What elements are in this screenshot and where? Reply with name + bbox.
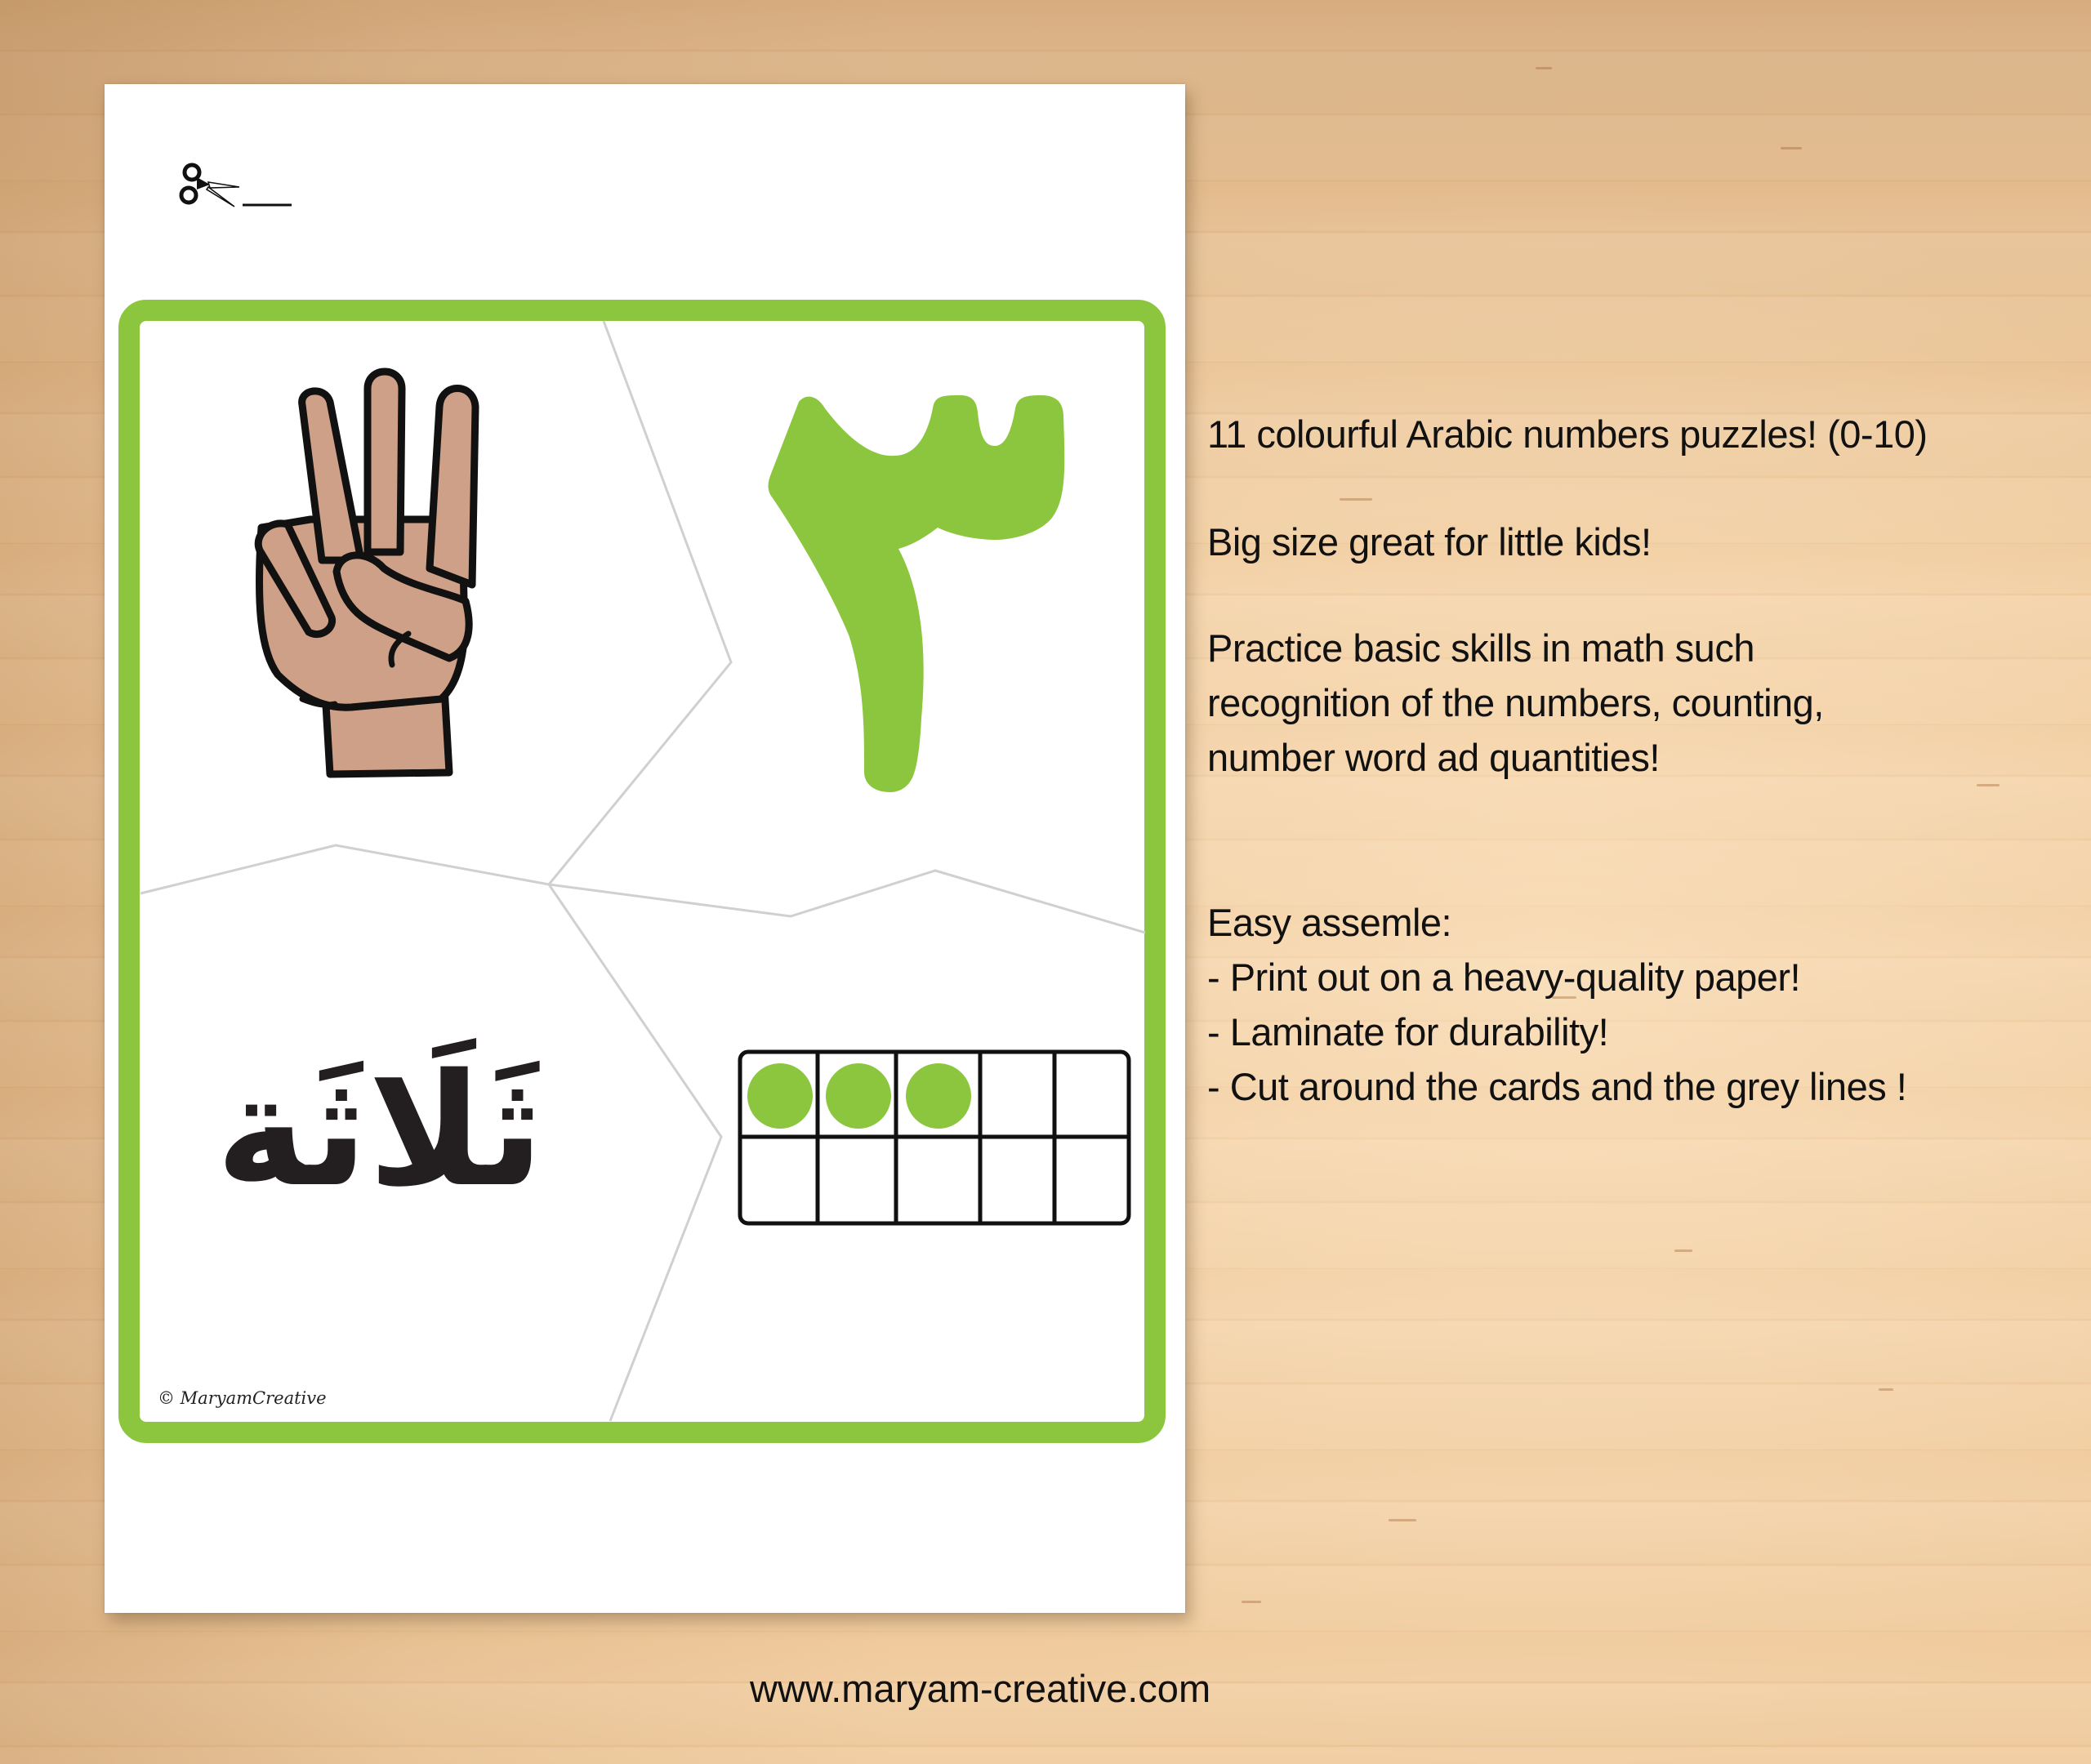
- website-url-link[interactable]: www.maryam-creative.com: [750, 1667, 1211, 1710]
- headline-text: 11 colourful Arabic numbers puzzles! (0-10): [1207, 412, 1928, 456]
- assembly-step-2: - Laminate for durability!: [1207, 1010, 1609, 1054]
- arabic-numeral-three: [760, 376, 1086, 808]
- hand-three-fingers-icon: [245, 356, 482, 789]
- skills-line-1: Practice basic skills in math such: [1207, 626, 1754, 670]
- skills-line-2: recognition of the numbers, counting,: [1207, 681, 1824, 724]
- assembly-step-1: - Print out on a heavy-quality paper!: [1207, 956, 1801, 999]
- watermark: © MaryamCreative: [158, 1388, 327, 1408]
- size-note-text: Big size great for little kids!: [1207, 520, 1652, 564]
- assembly-step-3: - Cut around the cards and the grey lines !: [1207, 1065, 1907, 1108]
- scissors-icon: [177, 163, 292, 212]
- assembly-title: Easy assemle:: [1207, 901, 1452, 944]
- arabic-number-word: ثَلَاثَة: [215, 1040, 545, 1221]
- ten-frame-counter: [738, 1049, 1131, 1226]
- skills-line-3: number word ad quantities!: [1207, 736, 1660, 779]
